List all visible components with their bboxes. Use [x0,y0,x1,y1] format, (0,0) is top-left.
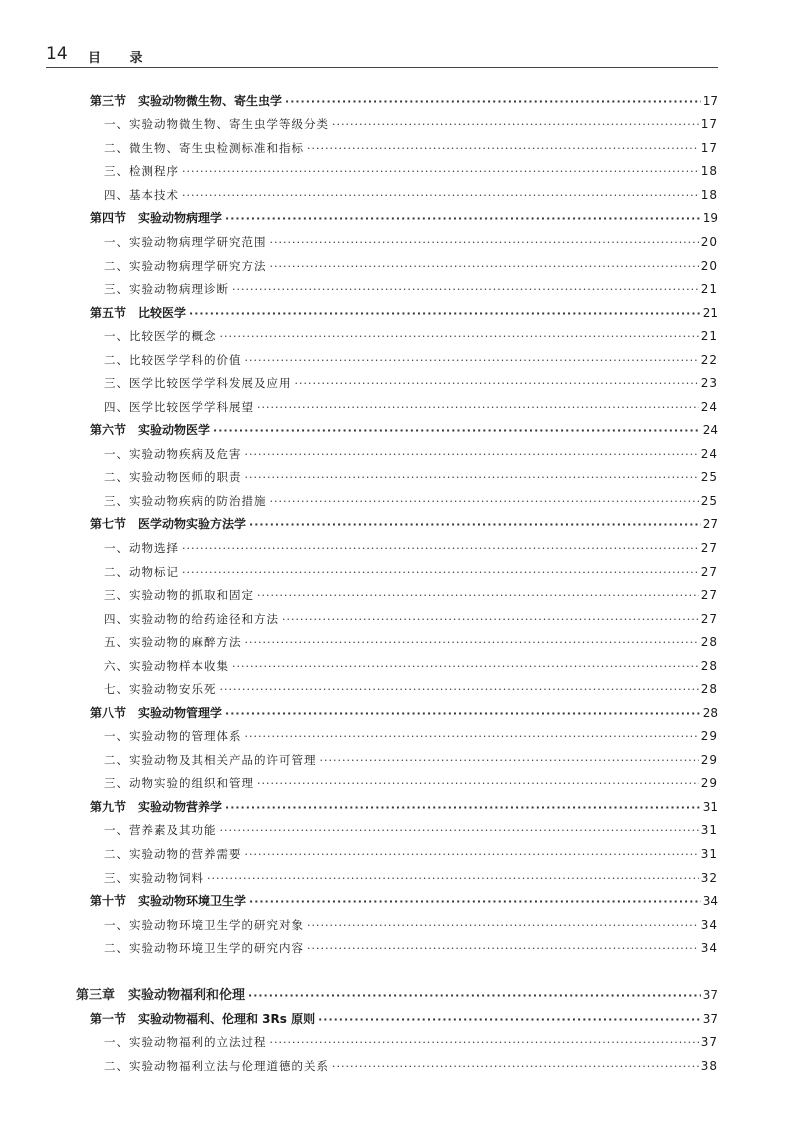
dot-leader [270,492,699,512]
toc-label: 第一节 实验动物福利、伦理和 3Rs 原则 [90,1012,316,1026]
toc-page: 27 [700,541,718,555]
dot-leader [220,821,699,841]
toc-item[interactable] [104,138,718,158]
toc-label: 二、微生物、寄生虫检测标准和指标 [104,141,304,155]
dot-leader [232,280,699,300]
toc-item[interactable] [104,632,718,652]
toc-item[interactable] [104,232,718,252]
toc-item[interactable] [104,773,718,793]
toc-item[interactable] [104,820,718,840]
toc-item[interactable] [104,373,718,393]
toc-item[interactable] [104,656,718,676]
toc-section[interactable] [90,703,718,723]
toc-page: 28 [700,682,718,696]
header-title: 目 录 [88,51,155,66]
toc-item[interactable] [104,444,718,464]
toc-label: 四、基本技术 [104,188,179,202]
toc-item[interactable] [104,279,718,299]
toc-section[interactable] [90,91,718,111]
toc-page: 34 [700,941,718,955]
toc-label: 第三章 实验动物福利和伦理 [76,988,246,1003]
toc-page: 25 [700,470,718,484]
dot-leader [220,327,699,347]
toc-page: 34 [702,894,718,908]
toc-page: 23 [700,376,718,390]
toc-label: 二、动物标记 [104,565,179,579]
toc-section[interactable] [90,420,718,440]
toc-item[interactable] [104,467,718,487]
toc-item[interactable] [104,326,718,346]
dot-leader [307,939,699,959]
dot-leader [249,515,701,535]
toc-item[interactable] [104,750,718,770]
toc-label: 二、实验动物环境卫生学的研究内容 [104,941,304,955]
toc-item[interactable] [104,844,718,864]
toc-page: 32 [700,871,718,885]
toc-item[interactable] [104,185,718,205]
toc-page: 28 [700,635,718,649]
toc-page: 18 [700,188,718,202]
dot-leader [245,468,699,488]
toc-page: 21 [700,282,718,296]
toc-item[interactable] [104,114,718,134]
dot-leader [295,374,699,394]
toc-label: 一、营养素及其功能 [104,823,217,837]
toc-label: 三、实验动物疾病的防治措施 [104,494,267,508]
dot-leader [332,115,699,135]
toc-label: 五、实验动物的麻醉方法 [104,635,242,649]
toc-item[interactable] [104,868,718,888]
toc-label: 三、实验动物的抓取和固定 [104,588,254,602]
toc-label: 二、实验动物医师的职责 [104,470,242,484]
toc-page: 21 [700,329,718,343]
dot-leader [189,304,701,324]
toc-page: 27 [702,517,718,531]
toc-label: 三、医学比较医学学科发展及应用 [104,376,292,390]
dot-leader [245,845,699,865]
toc-section[interactable] [90,1009,718,1029]
toc-item[interactable] [104,1032,718,1052]
dot-leader [270,1033,699,1053]
toc-label: 二、实验动物病理学研究方法 [104,259,267,273]
toc-label: 第四节 实验动物病理学 [90,211,223,225]
toc-label: 一、实验动物的管理体系 [104,729,242,743]
toc-page: 31 [700,823,718,837]
dot-leader [307,139,699,159]
dot-leader [270,257,699,277]
toc-page: 29 [700,729,718,743]
toc-label: 二、实验动物的营养需要 [104,847,242,861]
toc-item[interactable] [104,726,718,746]
toc-item[interactable] [104,679,718,699]
toc-label: 第六节 实验动物医学 [90,423,211,437]
toc-page: 31 [700,847,718,861]
dot-leader [257,586,699,606]
toc-page: 17 [700,117,718,131]
toc-page: 17 [700,141,718,155]
toc-page: 37 [702,988,718,1002]
toc-label: 四、医学比较医学学科展望 [104,400,254,414]
toc-page: 22 [700,353,718,367]
dot-leader [257,774,699,794]
toc-label: 二、实验动物福利立法与伦理道德的关系 [104,1059,329,1073]
toc-item[interactable] [104,350,718,370]
toc-item[interactable] [104,915,718,935]
dot-leader [318,1010,701,1030]
toc-item[interactable] [104,161,718,181]
toc-section[interactable] [90,303,718,323]
toc-section[interactable] [90,797,718,817]
toc-label: 二、比较医学学科的价值 [104,353,242,367]
dot-leader [232,657,699,677]
dot-leader [220,680,699,700]
toc-label: 第十节 实验动物环境卫生学 [90,894,247,908]
dot-leader [245,727,699,747]
dot-leader [245,351,699,371]
toc-label: 三、实验动物饲料 [104,871,204,885]
dot-leader [182,563,699,583]
toc-label: 三、检测程序 [104,164,179,178]
dot-leader [245,633,699,653]
toc-page: 24 [700,447,718,461]
toc-item[interactable] [104,256,718,276]
dot-leader [285,92,701,112]
toc-page: 17 [702,94,718,108]
toc-label: 第五节 比较医学 [90,306,187,320]
toc-item[interactable] [104,562,718,582]
toc-page: 29 [700,753,718,767]
toc-page: 20 [700,235,718,249]
toc-page: 21 [702,306,718,320]
toc-label: 第三节 实验动物微生物、寄生虫学 [90,94,283,108]
toc-page: 18 [700,164,718,178]
toc-section[interactable] [90,514,718,534]
dot-leader [307,916,699,936]
toc-item[interactable] [104,538,718,558]
toc-page: 37 [702,1012,718,1026]
toc-label: 七、实验动物安乐死 [104,682,217,696]
dot-leader [282,610,699,630]
toc-page: 24 [702,423,718,437]
toc-page: 28 [700,659,718,673]
toc-label: 二、实验动物及其相关产品的许可管理 [104,753,317,767]
dot-leader [248,986,701,1006]
toc-label: 第九节 实验动物营养学 [90,800,223,814]
page-number: 14 [46,44,68,64]
toc-page: 24 [700,400,718,414]
dot-leader [182,539,699,559]
toc-section[interactable] [90,891,718,911]
toc-section[interactable] [90,208,718,228]
toc-page: 38 [700,1059,718,1073]
dot-leader [207,869,699,889]
toc-label: 一、实验动物环境卫生学的研究对象 [104,918,304,932]
toc-label: 一、比较医学的概念 [104,329,217,343]
toc-page: 29 [700,776,718,790]
toc-item[interactable] [104,609,718,629]
toc-page: 27 [700,612,718,626]
toc-item[interactable] [104,1056,718,1076]
toc-page: 37 [700,1035,718,1049]
toc-chapter[interactable] [76,985,718,1005]
dot-leader [245,445,699,465]
dot-leader [182,186,699,206]
toc-page: 20 [700,259,718,273]
toc-label: 第八节 实验动物管理学 [90,706,223,720]
toc-label: 一、实验动物微生物、寄生虫学等级分类 [104,117,329,131]
dot-leader [249,892,701,912]
toc-label: 一、实验动物福利的立法过程 [104,1035,267,1049]
toc-label: 第七节 医学动物实验方法学 [90,517,247,531]
dot-leader [257,398,699,418]
toc-label: 三、实验动物病理诊断 [104,282,229,296]
toc-item[interactable] [104,938,718,958]
toc-label: 一、动物选择 [104,541,179,555]
dot-leader [225,704,701,724]
toc-page: 27 [700,565,718,579]
toc-label: 六、实验动物样本收集 [104,659,229,673]
dot-leader [182,162,699,182]
dot-leader [225,209,701,229]
dot-leader [270,233,699,253]
toc-label: 四、实验动物的给药途径和方法 [104,612,279,626]
toc-page: 19 [702,211,718,225]
dot-leader [332,1057,699,1077]
toc-page: 28 [702,706,718,720]
toc-page: 27 [700,588,718,602]
toc-item[interactable] [104,585,718,605]
dot-leader [213,421,701,441]
toc-page: 31 [702,800,718,814]
toc-label: 一、实验动物病理学研究范围 [104,235,267,249]
dot-leader [320,751,699,771]
toc-item[interactable] [104,491,718,511]
dot-leader [225,798,701,818]
toc-page: 34 [700,918,718,932]
toc-item[interactable] [104,397,718,417]
toc-label: 三、动物实验的组织和管理 [104,776,254,790]
toc-label: 一、实验动物疾病及危害 [104,447,242,461]
toc-page: 25 [700,494,718,508]
